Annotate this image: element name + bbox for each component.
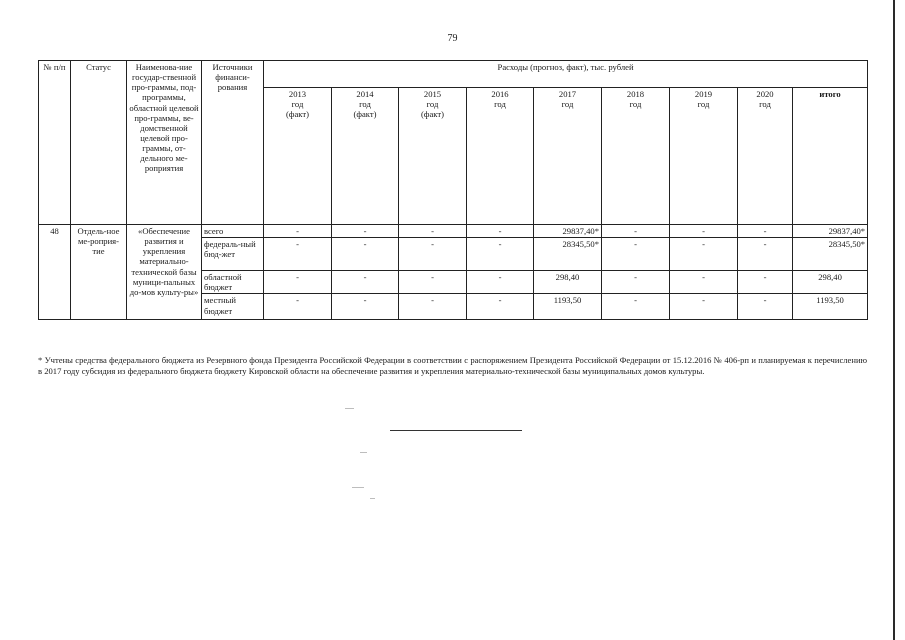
scan-speck — [360, 452, 367, 453]
cell-value: - — [467, 271, 534, 294]
scan-edge-line — [893, 0, 895, 640]
cell-total: 29837,40* — [793, 225, 868, 238]
scan-speck — [345, 408, 354, 409]
cell-value: - — [670, 294, 738, 320]
cell-value: - — [399, 294, 467, 320]
cell-value: - — [602, 294, 670, 320]
cell-value: - — [399, 271, 467, 294]
cell-value: - — [467, 225, 534, 238]
source-label: местный бюджет — [202, 294, 264, 320]
cell-value: - — [602, 271, 670, 294]
cell-value: 1193,50 — [534, 294, 602, 320]
page-number: 79 — [447, 33, 458, 44]
cell-value: 29837,40* — [534, 225, 602, 238]
cell-total: 298,40 — [793, 271, 868, 294]
header-year: 2016 год — [467, 88, 534, 225]
header-year: 2015 год (факт) — [399, 88, 467, 225]
header-year: 2020 год — [738, 88, 793, 225]
cell-value: - — [670, 238, 738, 271]
header-row-top — [39, 61, 868, 88]
cell-value: - — [738, 225, 793, 238]
budget-table — [38, 60, 868, 320]
cell-value: - — [602, 238, 670, 271]
table-row — [39, 225, 868, 238]
cell-value: - — [264, 238, 332, 271]
source-label: областной бюджет — [202, 271, 264, 294]
cell-value: - — [264, 271, 332, 294]
header-total: итого — [793, 88, 868, 225]
cell-value: - — [264, 294, 332, 320]
scan-speck — [352, 487, 364, 488]
signature-line — [390, 430, 522, 431]
row-status: Отдель-ное ме-роприя-тие — [71, 225, 127, 320]
cell-value: - — [332, 294, 399, 320]
cell-value: - — [264, 225, 332, 238]
cell-value: 298,40 — [534, 271, 602, 294]
cell-value: - — [738, 271, 793, 294]
cell-value: - — [738, 294, 793, 320]
footnote: * Учтены средства федерального бюджета из Резервного фонда Президента Российской Федерации в соответствии с распоряжением Президента Российской Федерации от 15.12.2016 № 406-рп и планируемая к перечислению в 2017 году субсидия из федерального бюджета бюджету Кировской области на обеспечение развития и укрепления материально-технической базы муниципальных домов культуры. — [38, 355, 867, 377]
cell-value: - — [332, 225, 399, 238]
row-program-name: «Обеспечение развития и укрепления материально-технической базы муници-пальных до-мов культу-ры» — [127, 225, 202, 320]
header-year: 2017 год — [534, 88, 602, 225]
header-expenses: Расходы (прогноз, факт), тыс. рублей — [264, 61, 868, 88]
cell-value: - — [670, 271, 738, 294]
source-label: федераль-ный бюд-жет — [202, 238, 264, 271]
cell-value: - — [332, 271, 399, 294]
cell-value: - — [467, 238, 534, 271]
cell-value: - — [602, 225, 670, 238]
scan-speck — [370, 498, 375, 499]
header-year: 2019 год — [670, 88, 738, 225]
cell-total: 28345,50* — [793, 238, 868, 271]
cell-value: - — [738, 238, 793, 271]
cell-value: - — [467, 294, 534, 320]
header-status: Статус — [71, 61, 127, 225]
cell-value: - — [399, 225, 467, 238]
header-program-name: Наименова-ние государ-ственной про-граммы, под-программы, областной целевой про-граммы, ве-домственной целевой про-граммы, от-дельного ме-роприятия — [127, 61, 202, 225]
header-num: № п/п — [39, 61, 71, 225]
header-funding-source: Источники финанси-рования — [202, 61, 264, 225]
cell-total: 1193,50 — [793, 294, 868, 320]
cell-value: - — [399, 238, 467, 271]
source-label: всего — [202, 225, 264, 238]
header-year: 2013 год (факт) — [264, 88, 332, 225]
header-year: 2018 год — [602, 88, 670, 225]
row-num: 48 — [39, 225, 71, 320]
cell-value: - — [332, 238, 399, 271]
cell-value: - — [670, 225, 738, 238]
cell-value: 28345,50* — [534, 238, 602, 271]
header-year: 2014 год (факт) — [332, 88, 399, 225]
